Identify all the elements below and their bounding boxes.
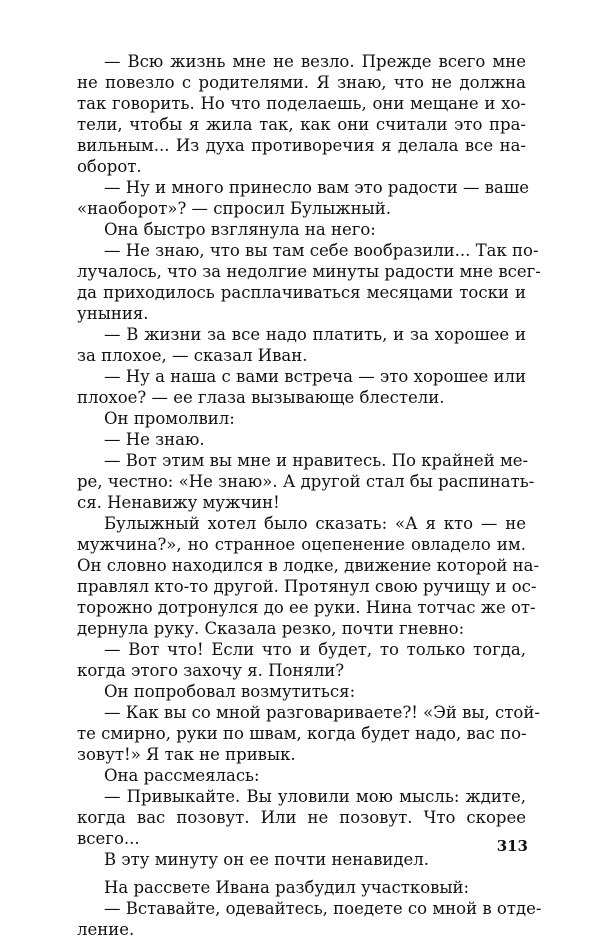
text-line: когда этого захочу я. Поняли?: [77, 661, 345, 680]
text-line: ление.: [77, 920, 135, 939]
text-line: плохое? — ее глаза вызывающе блестели.: [77, 388, 445, 407]
text-line: мужчина?», но странное оцепенение овладело им.: [77, 535, 526, 554]
text-line: — Не знаю.: [104, 430, 205, 449]
text-line: Он словно находился в лодке, движение которой на-: [77, 556, 540, 575]
text-line: Она рассмеялась:: [104, 766, 260, 785]
text-line: да приходилось расплачиваться месяцами тоски и: [77, 283, 526, 302]
text-line: — Вставайте, одевайтесь, поедете со мной в отде-: [104, 899, 542, 918]
text-line: — Привыкайте. Вы уловили мою мысль: ждите,: [104, 787, 526, 806]
text-line: уныния.: [77, 304, 149, 323]
text-line: те смирно, руки по швам, когда будет надо, вас по-: [77, 724, 527, 743]
text-line: зовут!» Я так не привык.: [77, 745, 296, 764]
text-line: Он попробовал возмутиться:: [104, 682, 356, 701]
text-line: ся. Ненавижу мужчин!: [77, 493, 280, 512]
text-line: — Не знаю, что вы там себе вообразили... Так по-: [104, 241, 539, 260]
text-line: Он промолвил:: [104, 409, 235, 428]
text-line: — Как вы со мной разговариваете?! «Эй вы, стой-: [104, 703, 540, 722]
text-line: — Ну и много принесло вам это радости — ваше: [104, 178, 529, 197]
text-line: — В жизни за все надо платить, и за хорошее и: [104, 325, 526, 344]
text-line: ре, честно: «Не знаю». А другой стал бы распинать-: [77, 472, 535, 491]
text-line: Она быстро взглянула на него:: [104, 220, 376, 239]
text-line: На рассвете Ивана разбудил участковый:: [104, 878, 470, 897]
text-line: за плохое, — сказал Иван.: [77, 346, 308, 365]
page-number: 313: [496, 837, 528, 855]
text-line: так говорить. Но что поделаешь, они мещане и хо-: [77, 94, 526, 113]
text-line: — Всю жизнь мне не везло. Прежде всего мне: [104, 52, 526, 71]
text-line: дернула руку. Сказала резко, почти гневно:: [77, 619, 465, 638]
text-line: Булыжный хотел было сказать: «А я кто — не: [104, 514, 526, 533]
text-line: — Вот этим вы мне и нравитесь. По крайней ме-: [104, 451, 529, 470]
text-line: торожно дотронулся до ее руки. Нина тотчас же от-: [77, 598, 536, 617]
text-line: — Ну а наша с вами встреча — это хорошее или: [104, 367, 526, 386]
text-line: В эту минуту он ее почти ненавидел.: [104, 850, 430, 869]
text-line: тели, чтобы я жила так, как они считали это пра-: [77, 115, 526, 134]
text-line: когда вас позовут. Или не позовут. Что скорее: [77, 808, 526, 827]
text-line: правлял кто-то другой. Протянул свою ручищу и ос-: [77, 577, 537, 596]
text-line: — Вот что! Если что и будет, то только тогда,: [104, 640, 526, 659]
text-line: вильным... Из духа противоречия я делала все на-: [77, 136, 526, 155]
text-line: лучалось, что за недолгие минуты радости мне всег-: [77, 262, 541, 281]
text-line: оборот.: [77, 157, 142, 176]
text-line: всего...: [77, 829, 140, 848]
text-line: «наоборот»? — спросил Булыжный.: [77, 199, 391, 218]
text-line: не повезло с родителями. Я знаю, что не должна: [77, 73, 526, 92]
